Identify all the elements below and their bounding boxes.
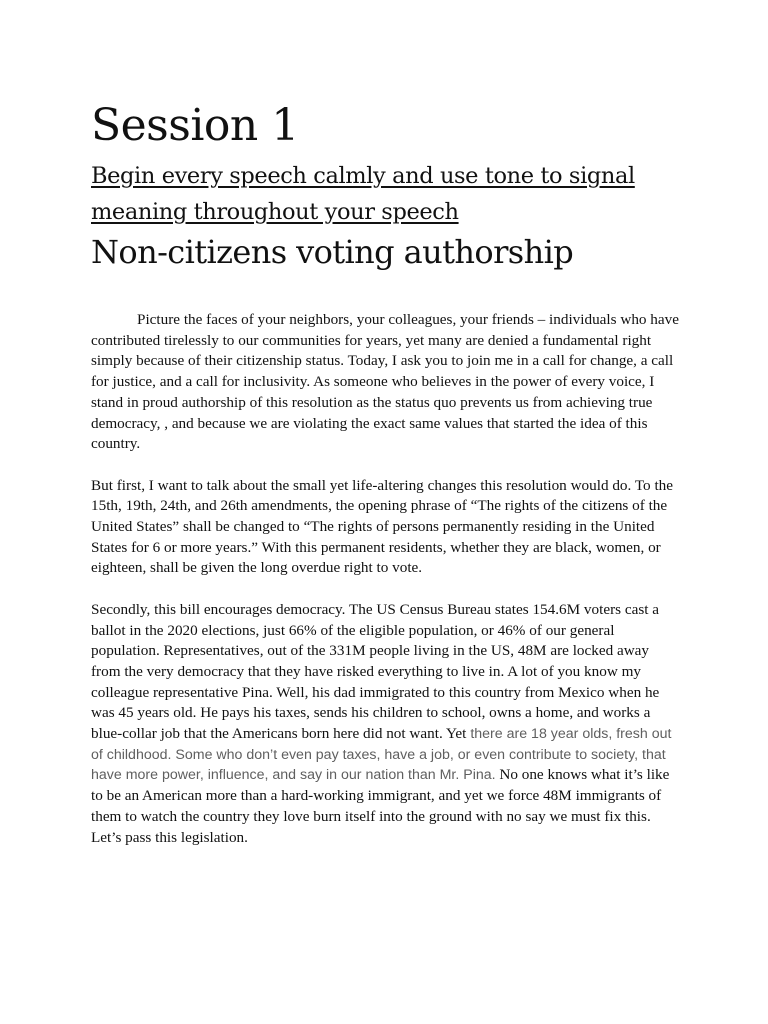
speech-instruction: Begin every speech calmly and use tone to signal meaning throughout your speech	[91, 163, 635, 225]
paragraph-2: But first, I want to talk about the small yet life-altering changes this resolution would do. To the 15th, 19th, 24th, and 26th amendments, the opening phrase of “The rights of the citizens of the United States” shall be changed to “The rights of persons permanently residing in the United States for 6 or more years.” With this permanent residents, whether they are black, women, or eighteen, shall be given the long overdue right to vote.	[91, 476, 673, 577]
paragraph-3-highlight: there are 18 year olds, fresh out of childhood. Some who don’t even pay taxes, have a job, or even contribute to society, that have more power, influence, and say in our nation than Mr. Pina.	[91, 726, 672, 784]
paragraph-3-start: Secondly, this bill encourages democracy. The US Census Bureau states 154.6M voters cast a ballot in the 2020 elections, just 66% of the eligible population, or 46% of our general population. Representatives, out of the 331M people living in the US, 48M are locked away from the very democracy that they have risked everything to live in. A lot of you know my colleague representative Pina. Well, his dad immigrated to this country from Mexico when he was 45 years old. He pays his taxes, sends his children to school, owns a home, and works a blue-collar job that the Americans born here did not want. Yet	[91, 600, 660, 743]
paragraph-3-end: No one knows what it’s like to be an American more than a hard-working immigrant, and yet we force 48M immigrants of them to watch the country they love burn itself into the ground with no say we must fix this. Let’s pass this legislation.	[91, 766, 670, 846]
paragraph-3	[91, 600, 679, 848]
speech-body	[91, 310, 679, 848]
document-page	[91, 96, 679, 869]
paragraph-1	[91, 310, 679, 455]
session-title: Session 1	[91, 100, 299, 151]
speech-heading: Non-citizens voting authorship	[91, 233, 574, 271]
paragraph-1-text: Picture the faces of your neighbors, your colleagues, your friends – individuals who have contributed tirelessly to our communities for years, yet many are denied a fundamental right simply because of their citizenship status. Today, I ask you to join me in a call for change, a call for justice, and a call for inclusivity. As someone who believes in the power of every voice, I stand in proud authorship of this resolution as the status quo prevents us from achieving true democracy, , and because we are violating the exact same values that started the idea of this country.	[91, 311, 679, 453]
